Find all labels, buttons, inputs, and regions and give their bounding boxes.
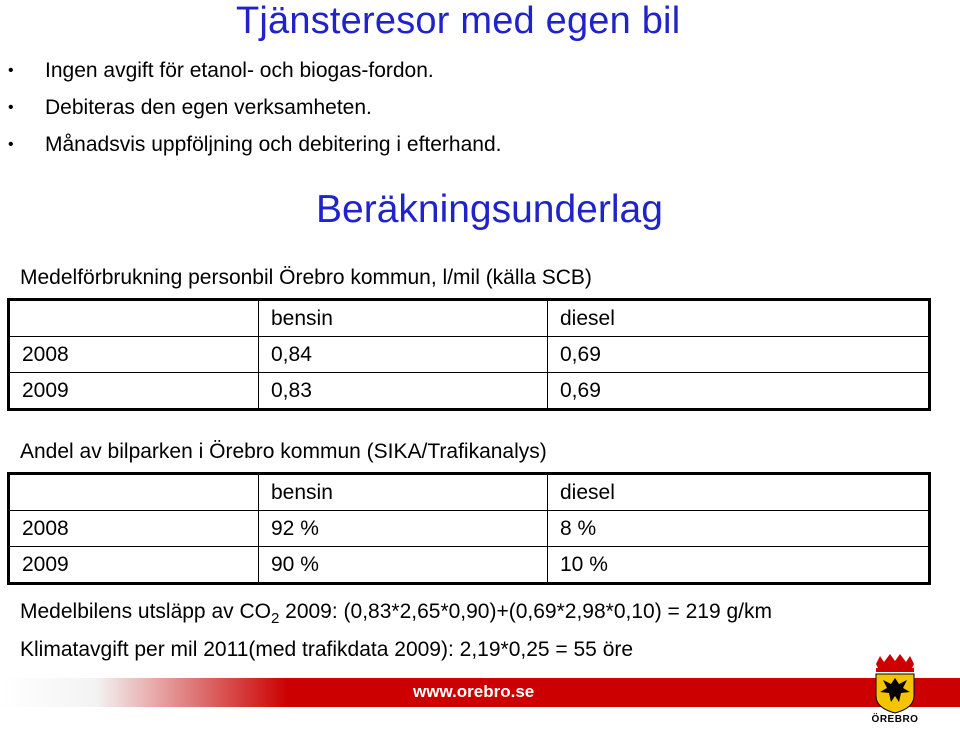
table-header-row — [9, 300, 930, 337]
logo-wordmark: ÖREBRO — [871, 714, 919, 725]
table-cell: diesel — [548, 474, 930, 511]
bullet-icon: • — [8, 62, 14, 79]
table-row — [9, 337, 930, 373]
table-cell: 8 % — [548, 511, 930, 547]
table-cell: 2009 — [9, 373, 259, 410]
table-cell: 2009 — [9, 547, 259, 584]
table-cell: bensin — [259, 474, 548, 511]
table-cell: 0,84 — [259, 337, 548, 373]
table-cell: 2008 — [9, 337, 259, 373]
consumption-table — [7, 298, 931, 411]
bullet-list — [8, 56, 501, 167]
section-subtitle: Beräkningsunderlag — [316, 188, 663, 231]
bullet-item — [8, 130, 501, 167]
formula-rest: 2009: (0,83*2,65*0,90)+(0,69*2,98*0,10) = 219 g/km — [279, 600, 773, 623]
table-row — [9, 373, 930, 410]
table-cell: 92 % — [259, 511, 548, 547]
fleet-table — [7, 472, 931, 585]
table-cell: 10 % — [548, 547, 930, 584]
bullet-item — [8, 56, 501, 93]
table-cell: 0,69 — [548, 337, 930, 373]
table-cell — [9, 474, 259, 511]
table-header-row — [9, 474, 930, 511]
bullet-icon: • — [8, 136, 14, 153]
bullet-text: Ingen avgift för etanol- och biogas-fordon. — [45, 59, 434, 82]
table-row — [9, 547, 930, 584]
emission-formula — [20, 600, 772, 627]
table-cell: diesel — [548, 300, 930, 337]
table-row — [9, 511, 930, 547]
table-cell: bensin — [259, 300, 548, 337]
formula-prefix: Medelbilens utsläpp av CO — [20, 600, 271, 623]
table-cell: 90 % — [259, 547, 548, 584]
slide-title: Tjänsteresor med egen bil — [236, 0, 681, 42]
fleet-caption: Andel av bilparken i Örebro kommun (SIKA/Trafikanalys) — [20, 440, 547, 463]
city-logo — [862, 652, 928, 730]
table-cell: 0,69 — [548, 373, 930, 410]
bullet-text: Månadsvis uppföljning och debitering i efterhand. — [45, 133, 502, 156]
table-cell — [9, 300, 259, 337]
formula-subscript: 2 — [270, 610, 280, 627]
table-cell: 2008 — [9, 511, 259, 547]
footer-url-link[interactable]: www.orebro.se — [413, 682, 535, 701]
table-cell: 0,83 — [259, 373, 548, 410]
consumption-caption: Medelförbrukning personbil Örebro kommun, l/mil (källa SCB) — [20, 266, 592, 289]
bullet-icon: • — [8, 99, 14, 116]
bullet-item — [8, 93, 501, 130]
bullet-text: Debiteras den egen verksamheten. — [45, 96, 372, 119]
climate-fee-line: Klimatavgift per mil 2011(med trafikdata 2009): 2,19*0,25 = 55 öre — [20, 638, 634, 661]
coat-of-arms-icon — [862, 652, 928, 714]
